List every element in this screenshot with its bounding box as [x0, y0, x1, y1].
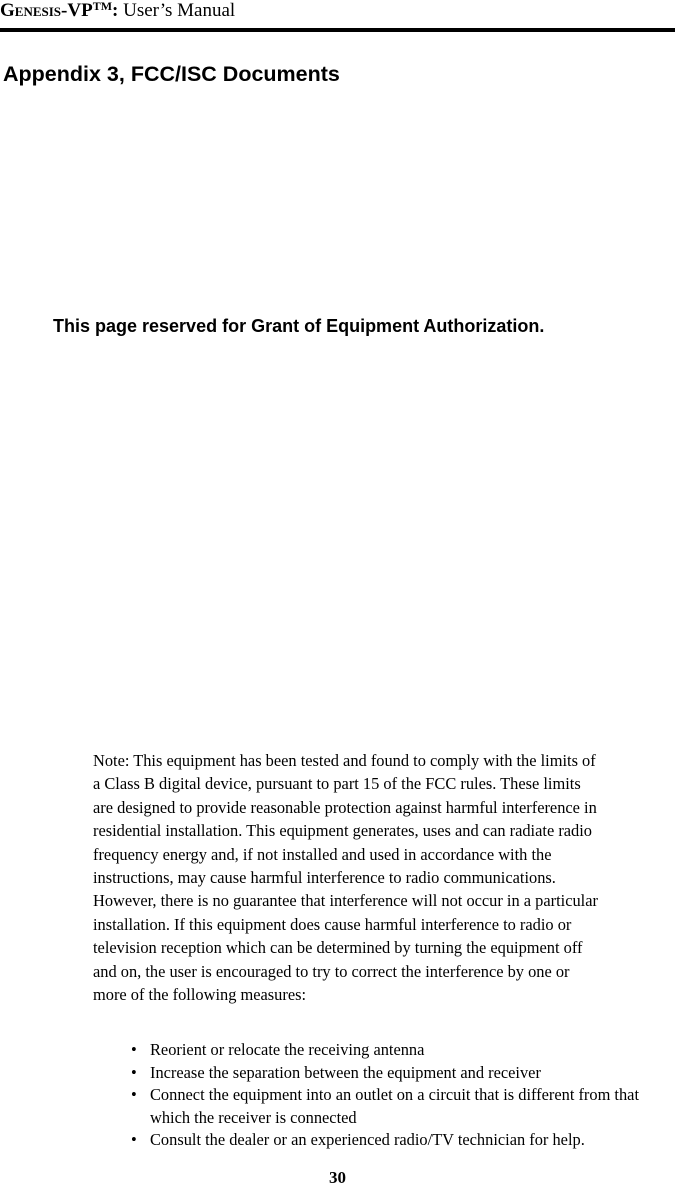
note-line: residential installation. This equipment generates, uses and can radiate radio [93, 821, 592, 841]
measure-text: Connect the equipment into an outlet on a circuit that is different from that which the receiver is connected [150, 1085, 640, 1127]
page-header [0, 0, 675, 34]
bullet: • [131, 1062, 137, 1082]
list-item [129, 1039, 669, 1062]
header-brand: Genesis-VP [0, 0, 93, 21]
header-colon: : [112, 0, 119, 21]
measures-list [129, 1039, 669, 1152]
list-item [129, 1129, 669, 1152]
measure-text: Increase the separation between the equipment and receiver [150, 1062, 541, 1082]
note-line: installation. If this equipment does cause harmful interference to radio or [93, 914, 572, 934]
note-line: more of the following measures: [93, 985, 307, 1005]
header-trademark: TM [92, 0, 113, 13]
fcc-note [93, 749, 675, 1006]
page-number: 30 [329, 1168, 346, 1187]
header-rule [0, 28, 675, 32]
bullet: • [131, 1085, 137, 1104]
note-line: Note: This equipment has been tested and found to comply with the limits of [93, 751, 596, 770]
note-line: instructions, may cause harmful interference to radio communications. [93, 868, 556, 888]
note-line: a Class B digital device, pursuant to part 15 of the FCC rules. These limits [93, 774, 581, 794]
note-line: and on, the user is encouraged to try to correct the interference by one or [93, 961, 570, 981]
note-line: frequency energy and, if not installed and used in accordance with the [93, 844, 552, 864]
measure-text: Consult the dealer or an experienced radio/TV technician for help. [150, 1130, 585, 1149]
note-line: television reception which can be determined by turning the equipment off [93, 938, 583, 958]
note-line: are designed to provide reasonable protection against harmful interference in [93, 797, 597, 817]
list-item [129, 1084, 669, 1129]
page-title: Appendix 3, FCC/ISC Documents [3, 62, 340, 86]
list-item [129, 1062, 669, 1085]
bullet: • [131, 1040, 137, 1059]
note-line: However, there is no guarantee that interference will not occur in a particular [93, 891, 598, 911]
bullet: • [131, 1130, 137, 1149]
header-title [0, 0, 235, 22]
measure-text: Reorient or relocate the receiving antenna [150, 1040, 425, 1059]
header-subtitle: User’s Manual [123, 0, 236, 21]
reserved-notice: This page reserved for Grant of Equipment Authorization. [53, 316, 545, 336]
